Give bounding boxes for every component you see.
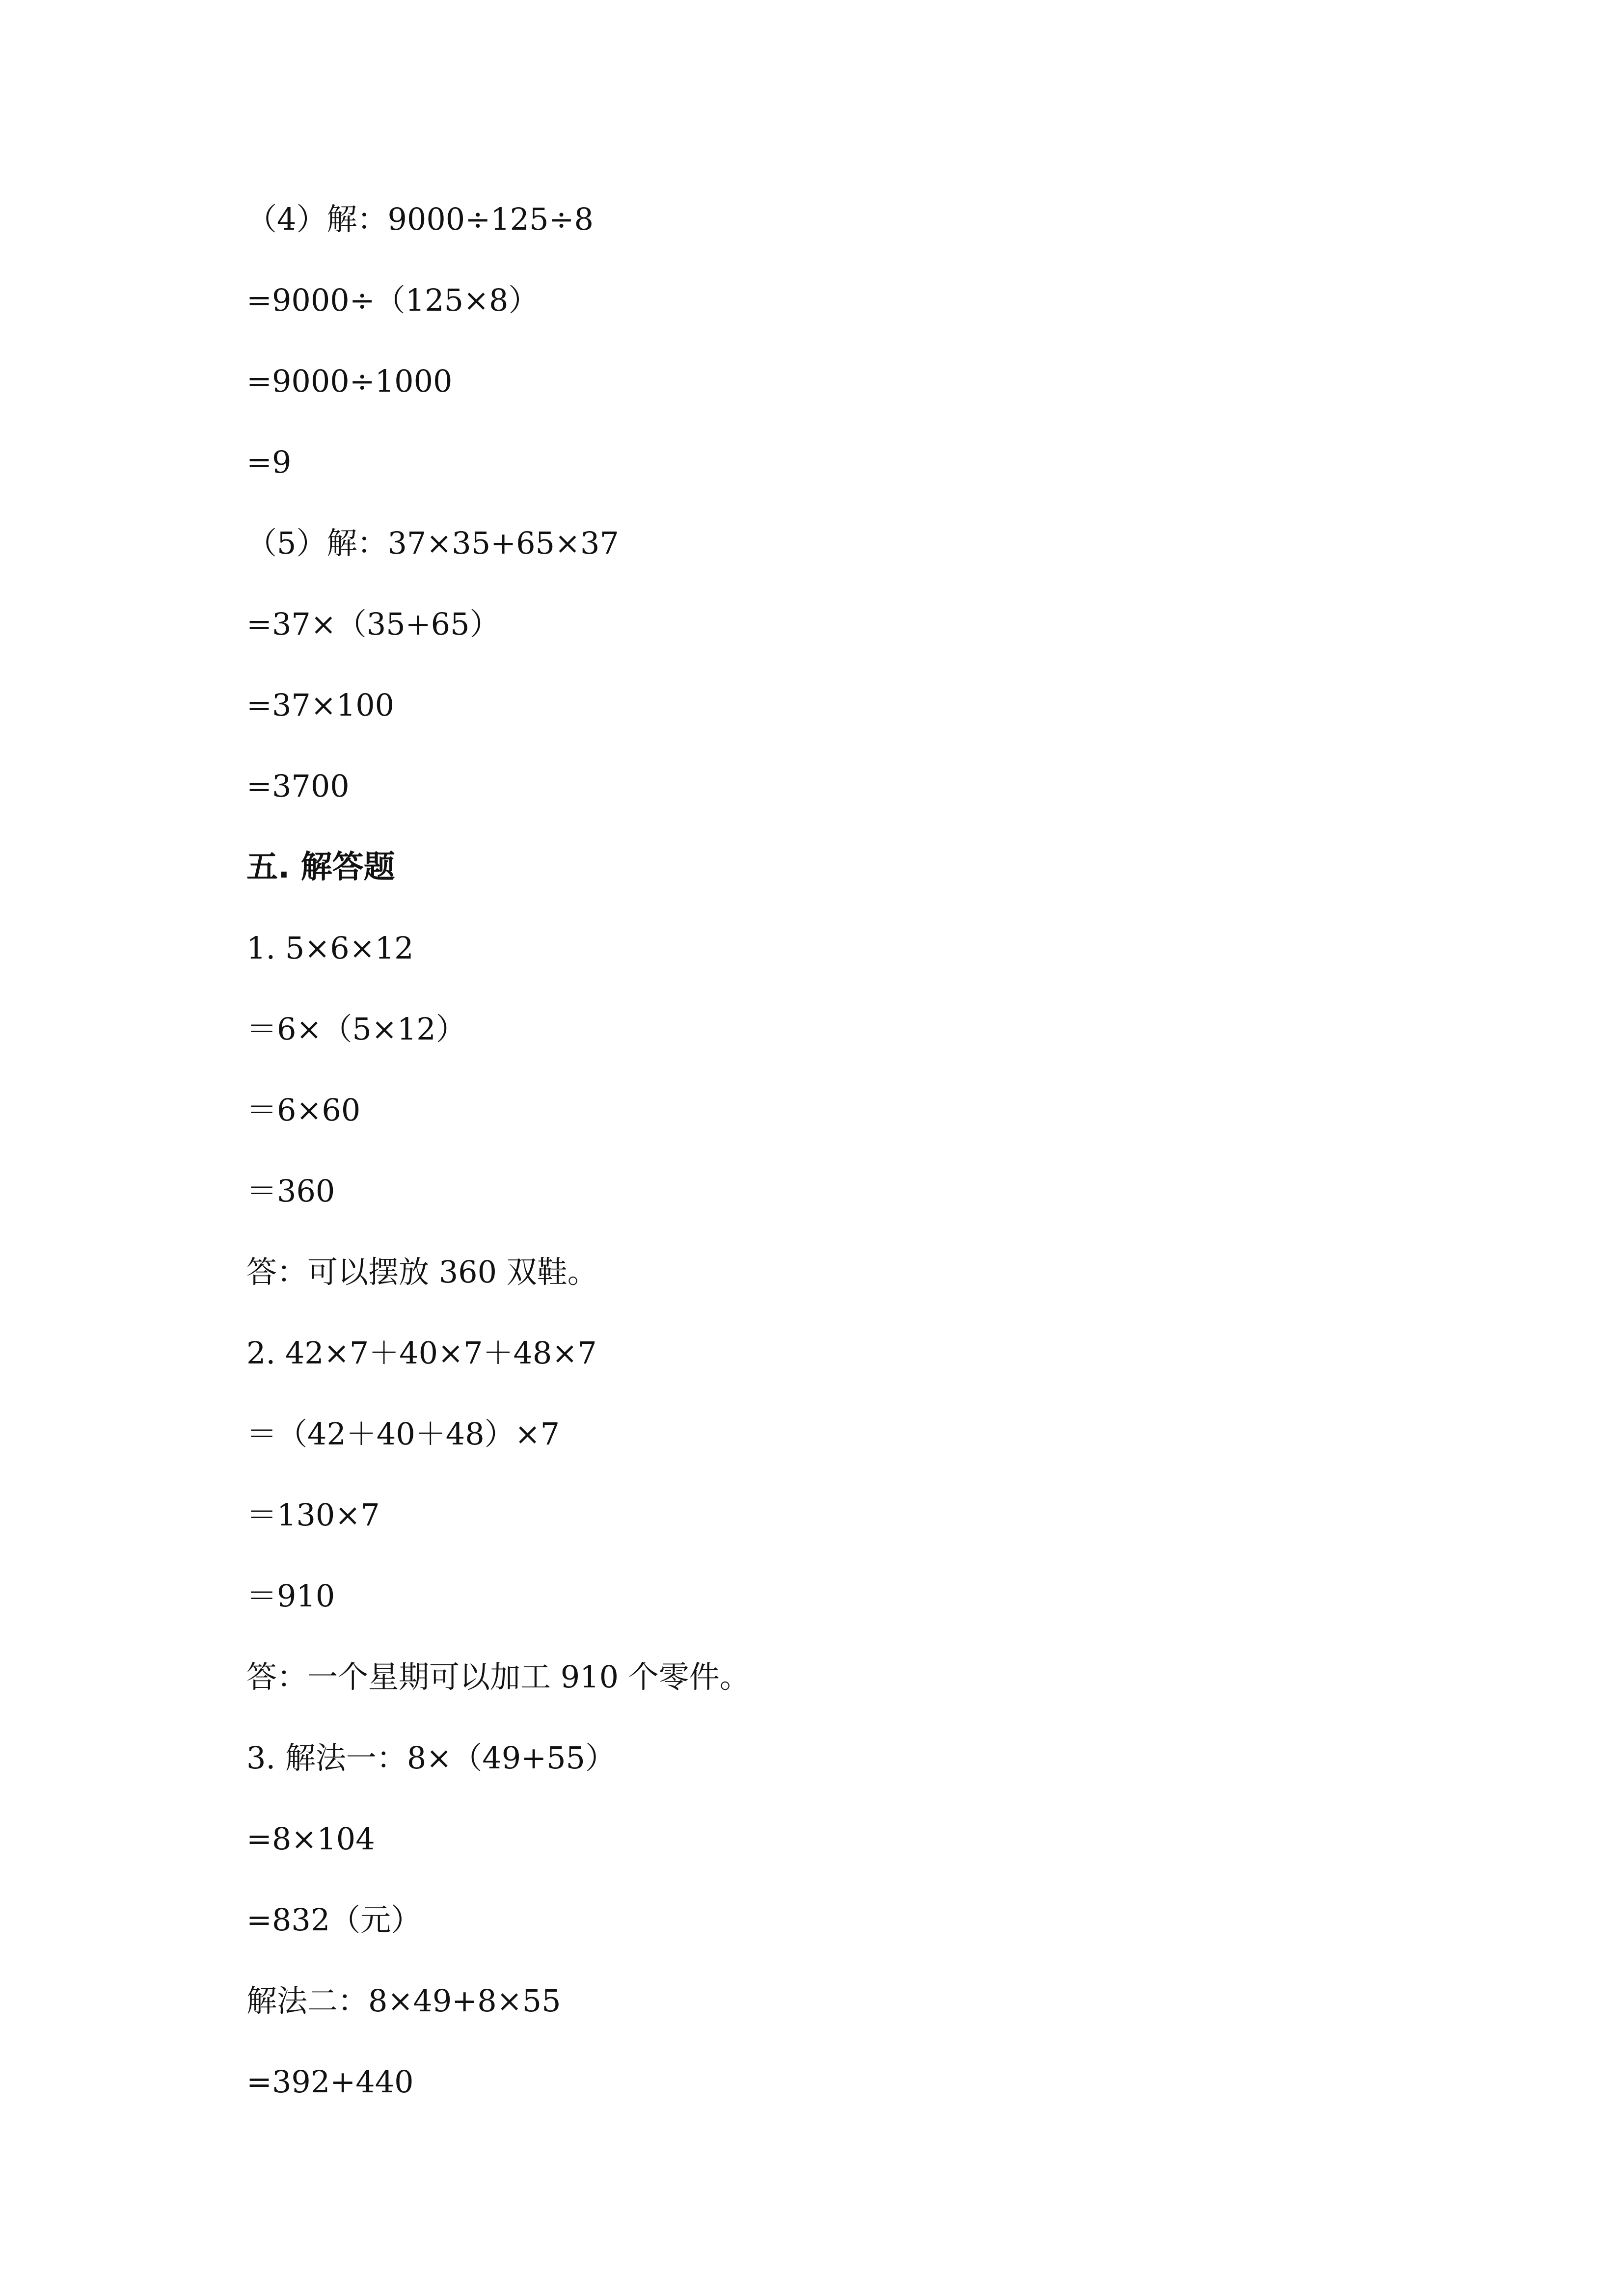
problem-1-result: ＝360 (246, 1173, 335, 1209)
solution-5-step-3: =37×100 (246, 687, 395, 723)
problem-2-answer: 答：一个星期可以加工 910 个零件。 (246, 1659, 750, 1695)
problem-3-method-2: 解法二：8×49+8×55 (246, 1983, 561, 2019)
problem-2-step-2: ＝（42＋40＋48）×7 (246, 1416, 560, 1452)
problem-1-answer: 答：可以摆放 360 双鞋。 (246, 1254, 598, 1290)
solution-5-result: =3700 (246, 768, 350, 804)
problem-3-method-2-step-2: =392+440 (246, 2064, 414, 2100)
section-heading: 五. 解答题 (246, 849, 395, 885)
problem-1-step-3: ＝6×60 (246, 1092, 361, 1128)
solution-4-step-1: （4）解：9000÷125÷8 (246, 201, 594, 237)
solution-4-result: =9 (246, 444, 292, 480)
problem-3-method-1-step-2: =8×104 (246, 1821, 375, 1857)
problem-1-step-1: 1. 5×6×12 (246, 930, 414, 966)
solution-4-step-2: =9000÷（125×8） (246, 282, 539, 318)
problem-2-step-3: ＝130×7 (246, 1497, 380, 1533)
problem-3-method-1: 3. 解法一：8×（49+55） (246, 1740, 616, 1776)
problem-1-step-2: ＝6×（5×12） (246, 1011, 466, 1047)
problem-3-method-1-result: =832（元） (246, 1902, 422, 1938)
solution-4-step-3: =9000÷1000 (246, 363, 453, 399)
solution-5-step-2: =37×（35+65） (246, 606, 500, 642)
problem-2-result: ＝910 (246, 1578, 335, 1614)
problem-2-step-1: 2. 42×7＋40×7＋48×7 (246, 1335, 597, 1371)
solution-5-step-1: （5）解：37×35+65×37 (246, 525, 619, 561)
